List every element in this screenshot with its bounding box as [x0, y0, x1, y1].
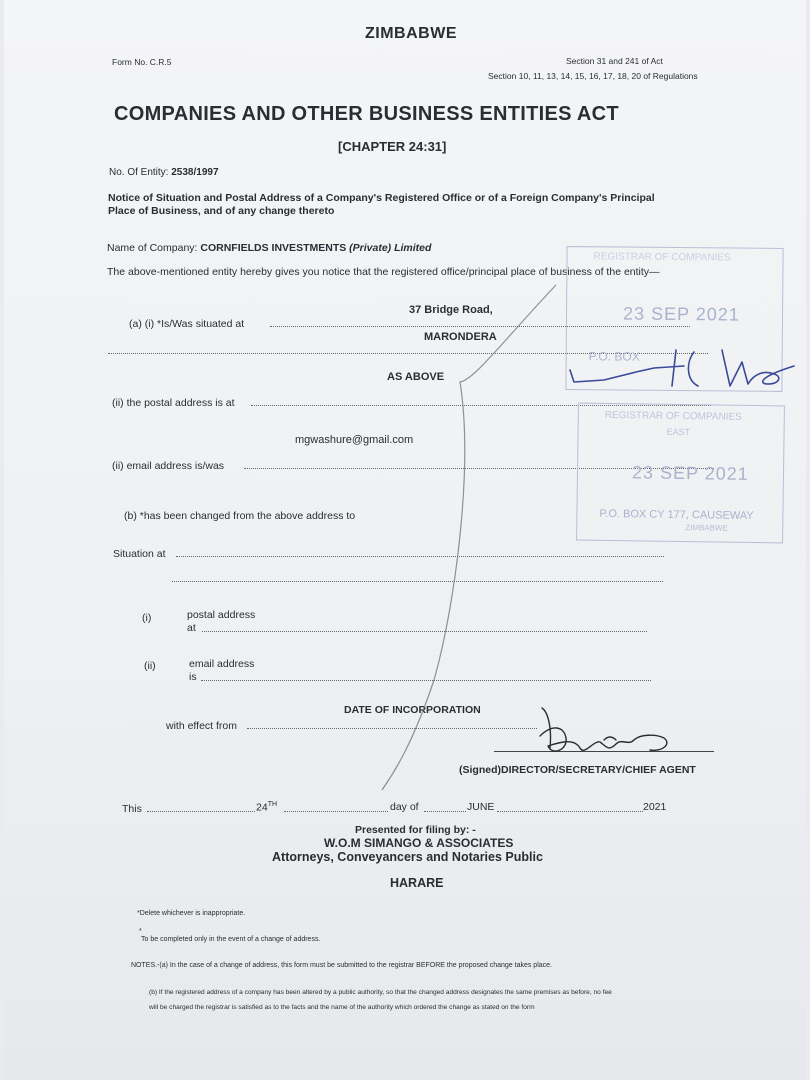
notice-statement: The above-mentioned entity hereby gives you notice that the registered office/principal place of business of the entity— [107, 266, 660, 278]
act-title: COMPANIES AND OTHER BUSINESS ENTITIES ACT [114, 103, 619, 125]
postal-address-value: AS ABOVE [387, 371, 445, 383]
address-line1: 37 Bridge Road, [409, 304, 493, 316]
stamp-bottom-sub: EAST [666, 426, 691, 438]
changed-address-label: (b) *has been changed from the above address to [124, 510, 356, 522]
chapter-label: [CHAPTER 24:31] [338, 139, 447, 154]
day-of-label: day of [390, 801, 419, 813]
new-postal-label: postal address [187, 609, 256, 621]
new-postal-at: at [187, 622, 196, 634]
email-address-label: (ii) email address is/was [112, 460, 225, 472]
change-note: To be completed only in the event of a change of address. [141, 936, 321, 943]
day-number-value: 24 [256, 801, 268, 814]
delete-note: *Delete whichever is inappropriate. [137, 910, 246, 917]
company-name-suffix: (Private) Limited [349, 242, 432, 254]
notice-title-line1: Notice of Situation and Postal Address of a Company's Registered Office or of a Foreign Company's Principal [108, 192, 655, 204]
new-email-number: (ii) [144, 660, 156, 672]
form-number: Form No. C.R.5 [112, 57, 172, 67]
notes-b-line2: will be charged the registrar is satisfied as to the facts and the name of the authority which ordered the change as stated on the form [149, 1004, 535, 1011]
presenter-descriptor: Attorneys, Conveyancers and Notaries Public [272, 850, 543, 864]
address-line2: MARONDERA [424, 331, 497, 343]
notes-a: NOTES.-(a) In the case of a change of address, this form must be submitted to the registrar BEFORE the proposed change takes place. [131, 962, 552, 969]
new-postal-number: (i) [142, 612, 152, 624]
new-email-is: is [189, 671, 197, 683]
country-heading: ZIMBABWE [365, 25, 457, 42]
situation-label: Situation at [113, 548, 166, 560]
email-address-value: mgwashure@gmail.com [295, 434, 414, 446]
stamp-top-title: REGISTRAR OF COMPANIES [593, 251, 731, 264]
effective-date-label: with effect from [166, 720, 237, 732]
notes-b-line1: (b) If the registered address of a company has been altered by a public authority, so that the changed address designates the same premises as before, no fee [149, 989, 612, 996]
stamp-bottom-title: REGISTRAR OF COMPANIES [604, 409, 742, 423]
section-reference: Section 31 and 241 of Act [566, 56, 663, 66]
pencil-diagonal-line [382, 285, 556, 790]
this-label: This [122, 803, 142, 815]
stamp-bottom-box: P.O. BOX CY 177, CAUSEWAY [599, 507, 754, 523]
stamp-top-date: 23 SEP 2021 [622, 303, 740, 325]
regulations-reference: Section 10, 11, 13, 14, 15, 16, 17, 18, 20 of Regulations [488, 71, 698, 81]
stamp-top-box: P.O. BOX [588, 349, 640, 364]
change-note-marker: * [139, 928, 142, 935]
year-value: 2021 [643, 801, 667, 813]
presented-by-label: Presented for filing by: - [355, 824, 476, 836]
signature-caption: (Signed)DIRECTOR/SECRETARY/CHIEF AGENT [459, 764, 696, 776]
presenter-firm: W.O.M SIMANGO & ASSOCIATES [324, 836, 514, 850]
blue-signature [570, 350, 794, 386]
day-number-suffix: TH [267, 801, 278, 808]
document-page [4, 0, 806, 1080]
effective-date-value: DATE OF INCORPORATION [344, 704, 481, 716]
company-name-label: Name of Company: [107, 242, 198, 254]
company-name-value: CORNFIELDS INVESTMENTS [200, 242, 347, 254]
stamp-bottom-date: 23 SEP 2021 [631, 462, 749, 484]
notice-title-line2: Place of Business, and of any change thereto [108, 205, 335, 217]
handwriting-overlay [4, 0, 806, 1080]
black-signature [540, 708, 667, 751]
presenter-city: HARARE [390, 876, 444, 890]
postal-address-label: (ii) the postal address is at [112, 397, 235, 409]
new-email-label: email address [189, 658, 255, 670]
situated-label: (a) (i) *Is/Was situated at [129, 318, 245, 330]
stamp-bottom-country: ZIMBABWE [685, 523, 728, 533]
month-value: JUNE [467, 801, 495, 813]
entity-number-value: 2538/1997 [171, 167, 219, 178]
entity-number-label: No. Of Entity: [109, 167, 169, 178]
